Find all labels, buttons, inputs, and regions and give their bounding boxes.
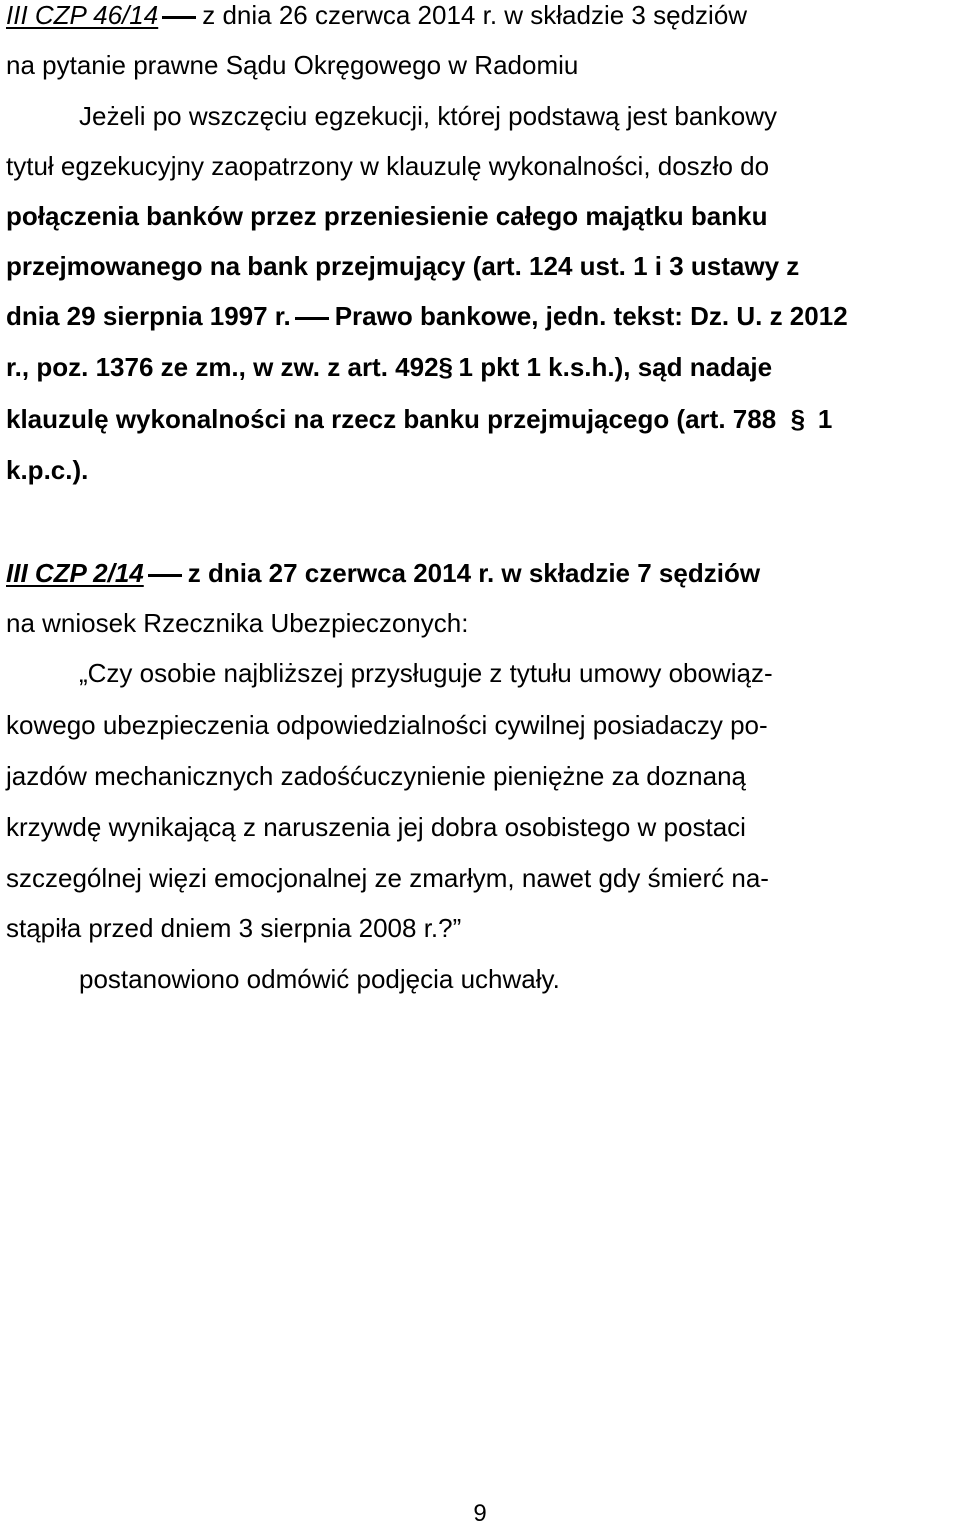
resolution2-question-1: „Czy osobie najbliższej przysługuje z tytułu umowy obowiąz- [79,658,773,688]
resolution2-decision: postanowiono odmówić podjęcia uchwały. [79,964,560,994]
resolution2-question-5: szczególnej więzi emocjonalnej ze zmarłym, nawet gdy śmierć na- [6,863,769,893]
resolution1-line-6 [6,352,772,382]
page-number: 9 [473,1500,487,1527]
em-dash [148,574,182,577]
resolution1-line-6b: 1 pkt 1 k.s.h.), sąd nadaje [458,352,773,382]
resolution2-ref: III CZP 2/14 [6,558,144,588]
resolution1-line-5b: Prawo bankowe, jedn. tekst: Dz. U. z 2012 [334,301,848,331]
resolution1-line-7 [6,404,832,434]
resolution2-question-2: kowego ubezpieczenia odpowiedzialności cywilnej posiadaczy po- [6,710,768,740]
resolution2-question-3: jazdów mechanicznych zadośćuczynienie pieniężne za doznaną [6,761,747,791]
resolution1-line-4: przejmowanego na bank przejmujący (art. 124 ust. 1 i 3 ustawy z [6,251,800,281]
resolution1-ref: III CZP 46/14 [6,0,159,30]
resolution2-request-intro: na wniosek Rzecznika Ubezpieczonych: [6,608,469,638]
resolution2-header [6,558,760,588]
em-dash [162,16,196,19]
resolution1-line-2: tytuł egzekucyjny zaopatrzony w klauzulę wykonalności, doszło do [6,151,770,181]
resolution2-date: z dnia 27 czerwca 2014 r. w składzie 7 sędziów [187,558,761,588]
section-sign: § [790,404,806,434]
section-sign: § [438,352,454,382]
resolution1-line-5 [6,301,848,331]
resolution1-line-8: k.p.c.). [6,455,89,485]
resolution1-question-intro: na pytanie prawne Sądu Okręgowego w Radomiu [6,50,579,80]
resolution2-question-4: krzywdę wynikającą z naruszenia jej dobra osobistego w postaci [6,812,746,842]
resolution1-line-3-text: połączenia banków przez przeniesienie całego majątku banku [6,201,768,231]
resolution2-question-6: stąpiła przed dniem 3 sierpnia 2008 r.?” [6,913,462,943]
resolution1-line-6a: r., poz. 1376 ze zm., w zw. z art. 492 [6,352,439,382]
resolution1-line-3 [6,201,954,231]
resolution1-header [6,0,747,30]
resolution1-line-7a: klauzulę wykonalności na rzecz banku przejmującego (art. 788 [6,404,777,434]
em-dash [295,317,329,320]
resolution1-line-7b: 1 [817,404,833,434]
resolution1-line-5a: dnia 29 sierpnia 1997 r. [6,301,291,331]
resolution1-date: z dnia 26 czerwca 2014 r. w składzie 3 sędziów [202,0,748,30]
resolution1-line-1: Jeżeli po wszczęciu egzekucji, której podstawą jest bankowy [79,101,778,131]
